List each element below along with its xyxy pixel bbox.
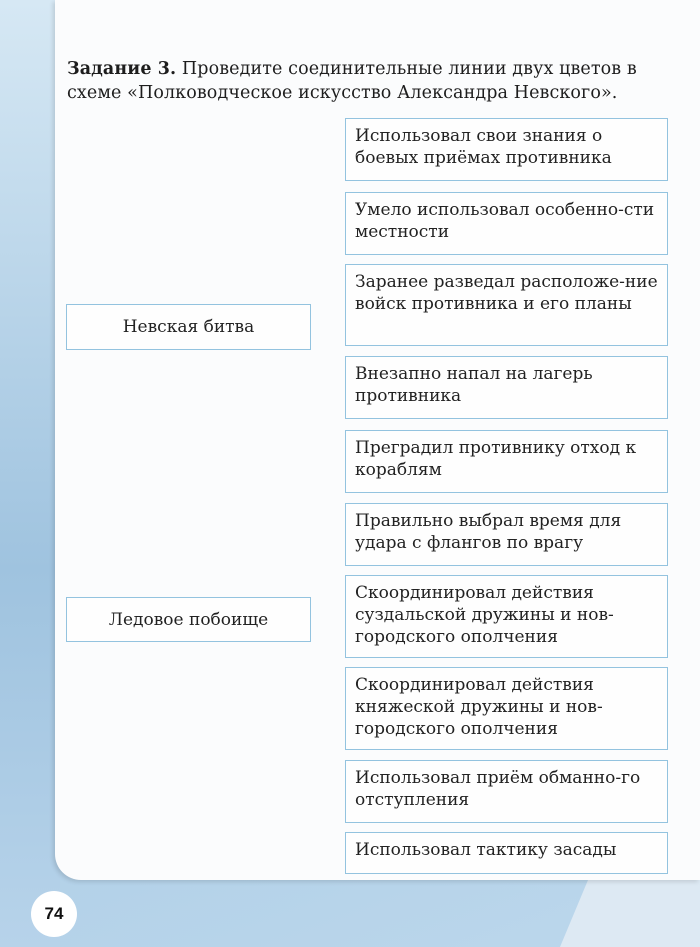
page-number: 74 [31, 891, 77, 937]
action-text: Использовал свои знания о боевых приёмах противника [355, 126, 612, 168]
action-box[interactable] [345, 503, 668, 566]
action-text: Скоординировал действия суздальской дружины и нов-городского ополчения [355, 583, 614, 647]
action-box[interactable] [345, 832, 668, 874]
action-text: Умело использовал особенно-сти местности [355, 200, 655, 242]
action-box[interactable] [345, 575, 668, 658]
action-text: Преградил противнику отход к кораблям [355, 438, 637, 480]
action-text: Использовал приём обманно-го отступления [355, 768, 641, 810]
action-text: Скоординировал действия княжеской дружины и нов-городского ополчения [355, 675, 603, 739]
action-box[interactable] [345, 264, 668, 346]
action-box[interactable] [345, 192, 668, 255]
battle-box-ice[interactable] [66, 597, 311, 642]
action-box[interactable] [345, 356, 668, 419]
battle-box-neva[interactable] [66, 304, 311, 350]
action-text: Правильно выбрал время для удара с флангов по врагу [355, 511, 622, 553]
task-label: Задание 3. [67, 59, 177, 79]
battle-label: Невская битва [122, 317, 255, 337]
action-box[interactable] [345, 430, 668, 493]
action-box[interactable] [345, 118, 668, 181]
corner-background [560, 880, 700, 947]
action-text: Использовал тактику засады [355, 840, 617, 860]
action-box[interactable] [345, 667, 668, 750]
page-edge-background [0, 0, 60, 947]
battle-label: Ледовое побоище [108, 609, 269, 630]
task-statement [67, 57, 677, 105]
action-box[interactable] [345, 760, 668, 823]
task-text: Проведите соединительные линии двух цветов в схеме «Полководческое искусство Александра Невского». [67, 59, 637, 103]
action-text: Заранее разведал расположе-ние войск противника и его планы [355, 272, 658, 314]
action-text: Внезапно напал на лагерь противника [355, 364, 593, 406]
